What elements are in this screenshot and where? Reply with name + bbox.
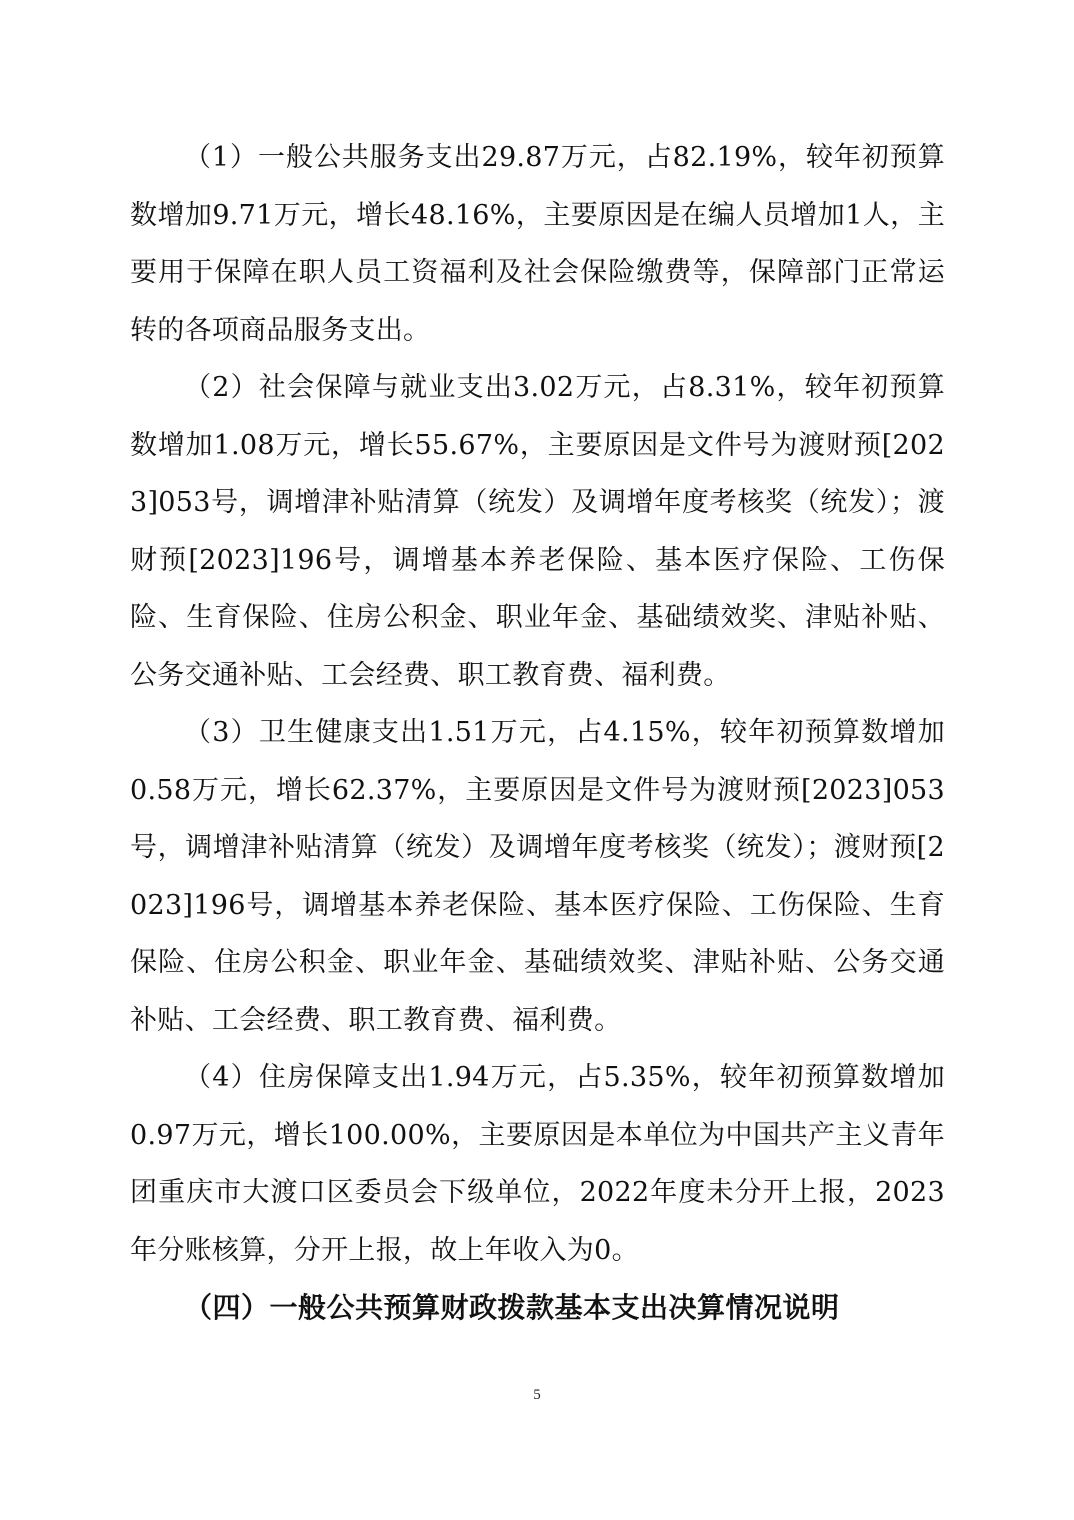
document-body [130,129,945,1337]
paragraph-social-security: （2）社会保障与就业支出3.02万元，占8.31%，较年初预算数增加1.08万元，增长55.67%，主要原因是文件号为渡财预[2023]053号，调增津补贴清算（统发）及调增年度考核奖（统发）；渡财预[2023]196号，调增基本养老保险、基本医疗保险、工伤保险、生育保险、住房公积金、职业年金、基础绩效奖、津贴补贴、公务交通补贴、工会经费、职工教育费、福利费。 [130,372,945,691]
paragraph-housing: （4）住房保障支出1.94万元，占5.35%，较年初预算数增加0.97万元，增长100.00%，主要原因是本单位为中国共产主义青年团重庆市大渡口区委员会下级单位，2022年度未分开上报，2023年分账核算，分开上报，故上年收入为0。 [130,1062,945,1266]
paragraph-health: （3）卫生健康支出1.51万元，占4.15%，较年初预算数增加0.58万元，增长62.37%，主要原因是文件号为渡财预[2023]053号，调增津补贴清算（统发）及调增年度考核奖（统发）；渡财预[2023]196号，调增基本养老保险、基本医疗保险、工伤保险、生育保险、住房公积金、职业年金、基础绩效奖、津贴补贴、公务交通补贴、工会经费、职工教育费、福利费。 [130,717,945,1036]
page-number: 5 [533,1387,541,1403]
paragraph-general-public-services: （1）一般公共服务支出29.87万元，占82.19%，较年初预算数增加9.71万元，增长48.16%，主要原因是在编人员增加1人，主要用于保障在职人员工资福利及社会保险缴费等，保障部门正常运转的各项商品服务支出。 [130,142,945,346]
section-heading: （四）一般公共预算财政拨款基本支出决算情况说明 [184,1291,840,1324]
